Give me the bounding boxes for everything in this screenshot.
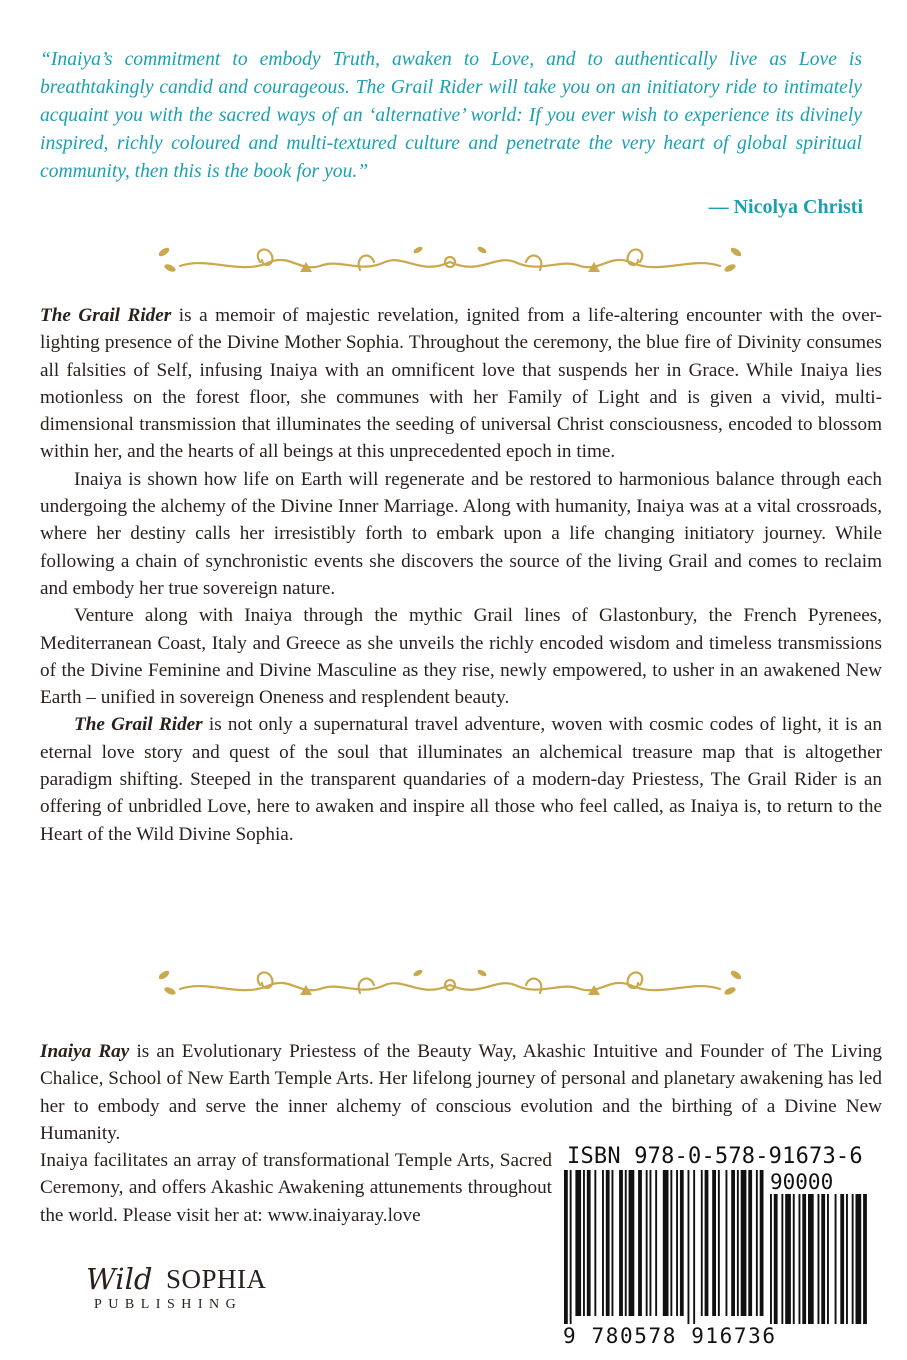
publisher-logo-publishing: PUBLISHING: [94, 1297, 243, 1312]
barcode-bar: [625, 1170, 627, 1316]
barcode-bar: [612, 1170, 614, 1316]
ean-digits: 9 780578 916736: [563, 1324, 777, 1348]
price-code: 90000: [770, 1170, 834, 1194]
barcode-bar: [748, 1170, 752, 1316]
book-description: [40, 302, 882, 848]
barcode-bar: [663, 1170, 669, 1316]
author-bio: [40, 1038, 882, 1147]
barcode-bar: [670, 1170, 672, 1316]
addon-bar: [818, 1194, 820, 1324]
addon-bar: [799, 1194, 801, 1324]
author-name: Inaiya Ray: [40, 1041, 130, 1062]
gold-filigree-divider-icon: [150, 232, 750, 292]
isbn-barcode: [560, 1140, 870, 1350]
addon-bar: [785, 1194, 791, 1324]
barcode-bars-icon: [560, 1170, 870, 1330]
barcode-bar: [606, 1170, 610, 1316]
addon-bar: [852, 1194, 854, 1324]
endorsement-quote: “Inaiya’s commitment to embody Truth, awaken to Love, and to authentically live as Love is breathtakingly candid and courageous. The Grail Rider will take you on an initiatory ride to intimately acquaint you with the sacred ways of an ‘alternative’ world: If you ever wish to experience its divinely inspired, richly coloured and multi-textured culture and penetrate the very heart of global spiritual community, then this is the book for you.”: [40, 49, 862, 182]
addon-bar: [863, 1194, 867, 1324]
barcode-bar: [718, 1170, 720, 1316]
description-paragraph-3: Venture along with Inaiya through the mythic Grail lines of Glastonbury, the French Pyrenees, Mediterranean Coast, Italy and Greece as she unveils the richly encoded wisdom and timeless transmissions of the Divine Feminine and Divine Masculine as they rise, newly empowered, to usher in an awakened New Earth – unified in sovereign Oneness and resplendent beauty.: [40, 605, 882, 709]
addon-bar: [840, 1194, 844, 1324]
barcode-bar: [564, 1170, 568, 1324]
author-bio-text: is an Evolutionary Priestess of the Beauty Way, Akashic Intuitive and Founder of The Living Chalice, School of New Earth Temple Arts. Her lifelong journey of personal and planetary awakening has led her to embody and serve the inner alchemy of conscious evolution and the birthing of a Divine New Humanity.: [40, 1041, 882, 1144]
book-title-emphasis: The Grail Rider: [40, 305, 172, 326]
barcode-bar: [693, 1170, 695, 1324]
barcode-bar: [602, 1170, 604, 1316]
author-bio-full-width: [40, 1038, 882, 1147]
divider-ornament-top: [150, 232, 750, 292]
description-paragraph-2: Inaiya is shown how life on Earth will regenerate and be restored to harmonious balance through each undergoing the alchemy of the Divine Inner Marriage. Along with humanity, Inaiya was at a vital crossroads, where her destiny calls her irresistibly forth to embark upon a life changing initiatory journey. While following a chain of synchronistic events she discovers the source of the living Grail and comes to reclaim and embody her true sovereign nature.: [40, 468, 882, 599]
quote-attribution: — Nicolya Christi: [708, 196, 863, 218]
barcode-bar: [731, 1170, 735, 1316]
divider-ornament-middle: [150, 955, 750, 1015]
barcode-bar: [583, 1170, 585, 1316]
barcode-bar: [646, 1170, 648, 1316]
barcode-bar: [570, 1170, 572, 1324]
barcode-bar: [688, 1170, 690, 1324]
author-bio-continued: Inaiya facilitates an array of transformational Temple Arts, Sacred Ceremony, and offers Akashic Awakening attunements throughout the world. Please visit her at: www.inaiyaray.love: [40, 1150, 552, 1226]
description-text: is not only a supernatural travel adventure, woven with cosmic codes of light, it is an eternal love story and quest of the soul that illuminates an alchemical treasure map that is altogether paradigm shifting. Steeped in the transparent quandaries of a modern-day Priestess, The Grail Rider is an offering of unbridled Love, here to awaken and inspire all those who feel called, as Inaiya is, to return to the Heart of the Wild Divine Sophia.: [40, 714, 882, 845]
barcode-bar: [619, 1170, 623, 1316]
barcode-bar: [726, 1170, 728, 1316]
barcode-bar: [741, 1170, 747, 1316]
addon-bar: [827, 1194, 829, 1324]
barcode-bar: [650, 1170, 652, 1316]
addon-bar: [808, 1194, 814, 1324]
barcode-bar: [756, 1170, 758, 1316]
barcode-bar: [737, 1170, 739, 1316]
barcode-bar: [712, 1170, 716, 1316]
barcode-bar: [655, 1170, 657, 1316]
publisher-logo-wild: Wild: [86, 1262, 153, 1296]
barcode-bar: [676, 1170, 678, 1316]
barcode-bar: [760, 1170, 764, 1316]
barcode-bar: [629, 1170, 635, 1316]
addon-bar: [781, 1194, 783, 1324]
gold-filigree-divider-icon: [150, 955, 750, 1015]
description-paragraph-4: [40, 711, 882, 847]
book-title-emphasis: The Grail Rider: [74, 714, 203, 736]
barcode-bar: [705, 1170, 709, 1316]
description-paragraph-1: [40, 302, 882, 466]
isbn-label: ISBN 978-0-578-91673-6: [567, 1144, 863, 1169]
publisher-logo: [86, 1262, 296, 1322]
description-text: is a memoir of majestic revelation, ignited from a life-altering encounter with the over-lighting presence of the Divine Mother Sophia. Throughout the ceremony, the blue fire of Divinity consumes all falsities of Self, infusing Inaiya with an omnificent love that suspends her in Grace. While Inaiya lies motionless on the forest floor, she communes with her Family of Light and is given a vivid, multi-dimensional transmission that illuminates the seeding of universal Christ consciousness, encoded to blossom within her, and the hearts of all beings at this unprecedented epoch in time.: [40, 305, 882, 463]
addon-bar: [835, 1194, 837, 1324]
addon-bar: [770, 1194, 772, 1324]
barcode-bar: [575, 1170, 581, 1316]
barcode-bar: [680, 1170, 684, 1316]
addon-bar: [856, 1194, 862, 1324]
barcode-bar: [587, 1170, 591, 1316]
addon-bar: [846, 1194, 848, 1324]
addon-bar: [821, 1194, 825, 1324]
addon-bar: [802, 1194, 806, 1324]
barcode-bar: [638, 1170, 642, 1316]
barcode-bar: [701, 1170, 703, 1316]
barcode-bar: [594, 1170, 596, 1316]
addon-bar: [793, 1194, 795, 1324]
publisher-logo-sophia: SOPHIA: [166, 1264, 267, 1294]
addon-bar: [774, 1194, 778, 1324]
